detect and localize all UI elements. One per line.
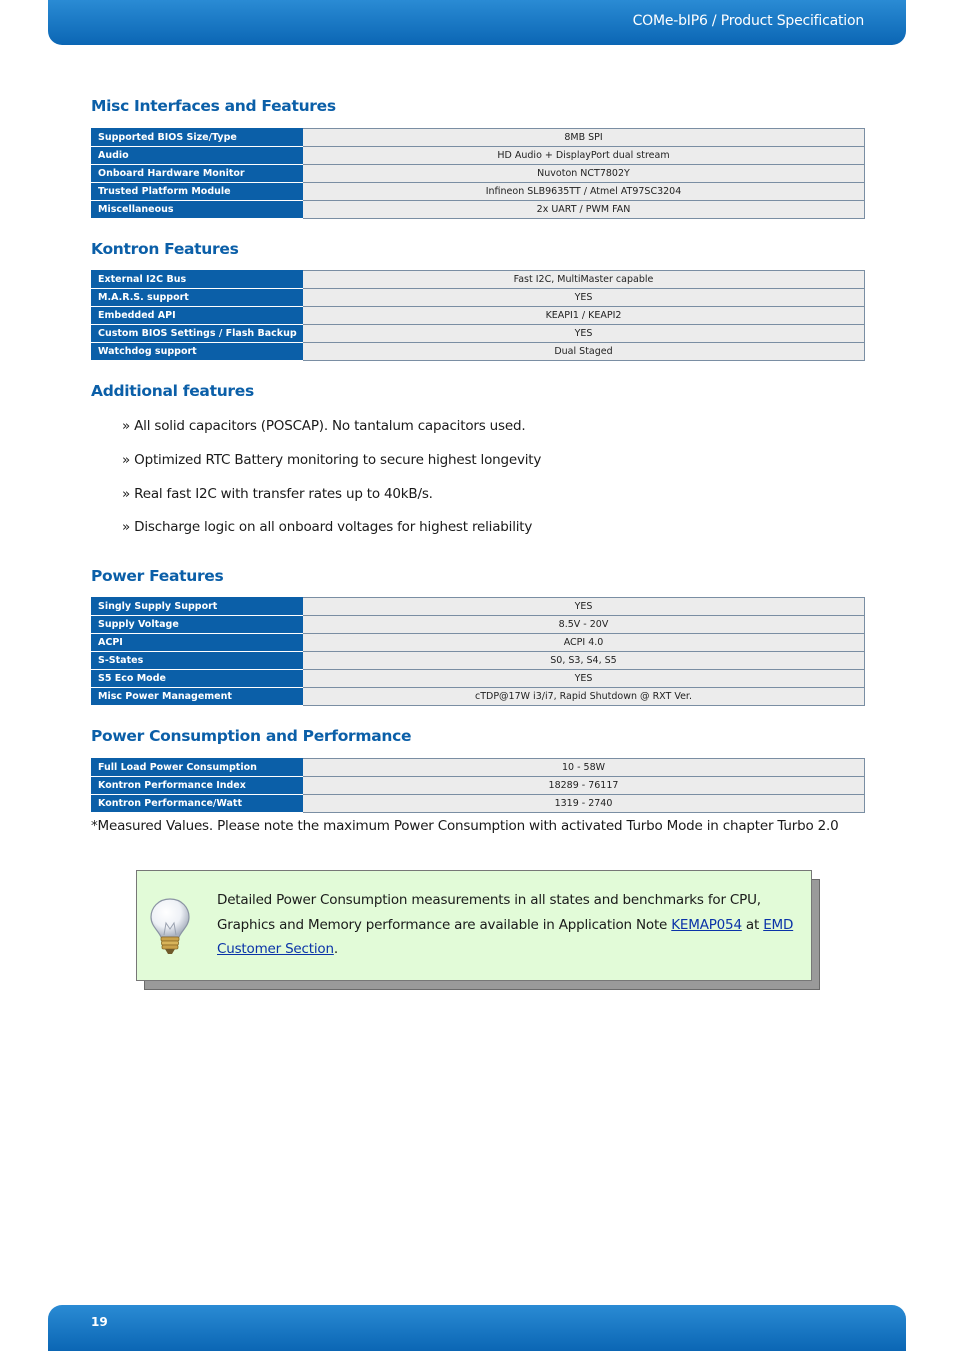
table-row (92, 289, 865, 307)
table-row (92, 634, 865, 652)
row-value: YES (303, 670, 865, 688)
table-row (92, 183, 865, 201)
heading-power-features: Power Features (91, 567, 224, 585)
table-row (92, 343, 865, 361)
row-key: Singly Supply Support (92, 598, 303, 616)
list-item: » All solid capacitors (POSCAP). No tantalum capacitors used. (122, 418, 526, 434)
row-value: YES (303, 289, 865, 307)
list-item: » Real fast I2C with transfer rates up to 40kB/s. (122, 486, 433, 502)
row-value: 2x UART / PWM FAN (303, 201, 865, 219)
row-value: 10 - 58W (303, 759, 865, 777)
row-key: Kontron Performance/Watt (92, 795, 303, 813)
row-value: cTDP@17W i3/i7, Rapid Shutdown @ RXT Ver. (303, 688, 865, 706)
row-key: Trusted Platform Module (92, 183, 303, 201)
row-key: External I2C Bus (92, 271, 303, 289)
misc-interfaces-table (91, 128, 865, 219)
row-key: Embedded API (92, 307, 303, 325)
table-row (92, 129, 865, 147)
page-number: 19 (91, 1315, 108, 1329)
table-row (92, 271, 865, 289)
list-item: » Optimized RTC Battery monitoring to secure highest longevity (122, 452, 542, 468)
row-value: Infineon SLB9635TT / Atmel AT97SC3204 (303, 183, 865, 201)
row-value: 1319 - 2740 (303, 795, 865, 813)
emd-customer-section-link[interactable]: EMD Customer Section (217, 916, 794, 957)
row-value: YES (303, 325, 865, 343)
page-header (48, 0, 906, 45)
row-key: S-States (92, 652, 303, 670)
table-row (92, 307, 865, 325)
list-item: » Discharge logic on all onboard voltages for highest reliability (122, 519, 533, 535)
row-value: HD Audio + DisplayPort dual stream (303, 147, 865, 165)
row-value: 8.5V - 20V (303, 616, 865, 634)
row-key: Onboard Hardware Monitor (92, 165, 303, 183)
row-key: Custom BIOS Settings / Flash Backup (92, 325, 303, 343)
row-value: 8MB SPI (303, 129, 865, 147)
table-row (92, 652, 865, 670)
kemap054-link[interactable]: KEMAP054 (671, 916, 742, 933)
table-row (92, 201, 865, 219)
table-row (92, 598, 865, 616)
note-text-after: . (333, 941, 338, 957)
row-value: S0, S3, S4, S5 (303, 652, 865, 670)
document-title: COMe-bIP6 / Product Specification (632, 13, 864, 29)
row-key: Supply Voltage (92, 616, 303, 634)
row-key: Supported BIOS Size/Type (92, 129, 303, 147)
measured-values-footnote: *Measured Values. Please note the maximum Power Consumption with activated Turbo Mode in chapter Turbo 2.0 (91, 818, 839, 834)
table-row (92, 165, 865, 183)
heading-additional-features: Additional features (91, 382, 254, 400)
row-value: YES (303, 598, 865, 616)
note-text (217, 888, 797, 962)
row-value: Dual Staged (303, 343, 865, 361)
note-text-before: Detailed Power Consumption measurements in all states and benchmarks for CPU, Graphics and Memory performance are available in Application Note (217, 892, 761, 933)
table-row (92, 759, 865, 777)
table-row (92, 147, 865, 165)
note-text-middle: at (741, 916, 764, 933)
table-row (92, 325, 865, 343)
table-row (92, 795, 865, 813)
row-value: KEAPI1 / KEAPI2 (303, 307, 865, 325)
row-key: Misc Power Management (92, 688, 303, 706)
row-key: Audio (92, 147, 303, 165)
table-row (92, 670, 865, 688)
row-value: Fast I2C, MultiMaster capable (303, 271, 865, 289)
row-key: Miscellaneous (92, 201, 303, 219)
table-row (92, 688, 865, 706)
row-key: ACPI (92, 634, 303, 652)
row-key: M.A.R.S. support (92, 289, 303, 307)
table-row (92, 777, 865, 795)
kontron-features-table (91, 270, 865, 361)
lightbulb-icon (149, 897, 191, 957)
row-key: Full Load Power Consumption (92, 759, 303, 777)
row-value: Nuvoton NCT7802Y (303, 165, 865, 183)
power-consumption-table (91, 758, 865, 813)
row-key: S5 Eco Mode (92, 670, 303, 688)
heading-power-consumption: Power Consumption and Performance (91, 727, 412, 745)
row-value: ACPI 4.0 (303, 634, 865, 652)
row-key: Kontron Performance Index (92, 777, 303, 795)
heading-kontron-features: Kontron Features (91, 240, 239, 258)
heading-misc-interfaces: Misc Interfaces and Features (91, 97, 336, 115)
page-footer (48, 1305, 906, 1351)
table-row (92, 616, 865, 634)
power-features-table (91, 597, 865, 706)
note-box (136, 870, 812, 981)
row-key: Watchdog support (92, 343, 303, 361)
row-value: 18289 - 76117 (303, 777, 865, 795)
